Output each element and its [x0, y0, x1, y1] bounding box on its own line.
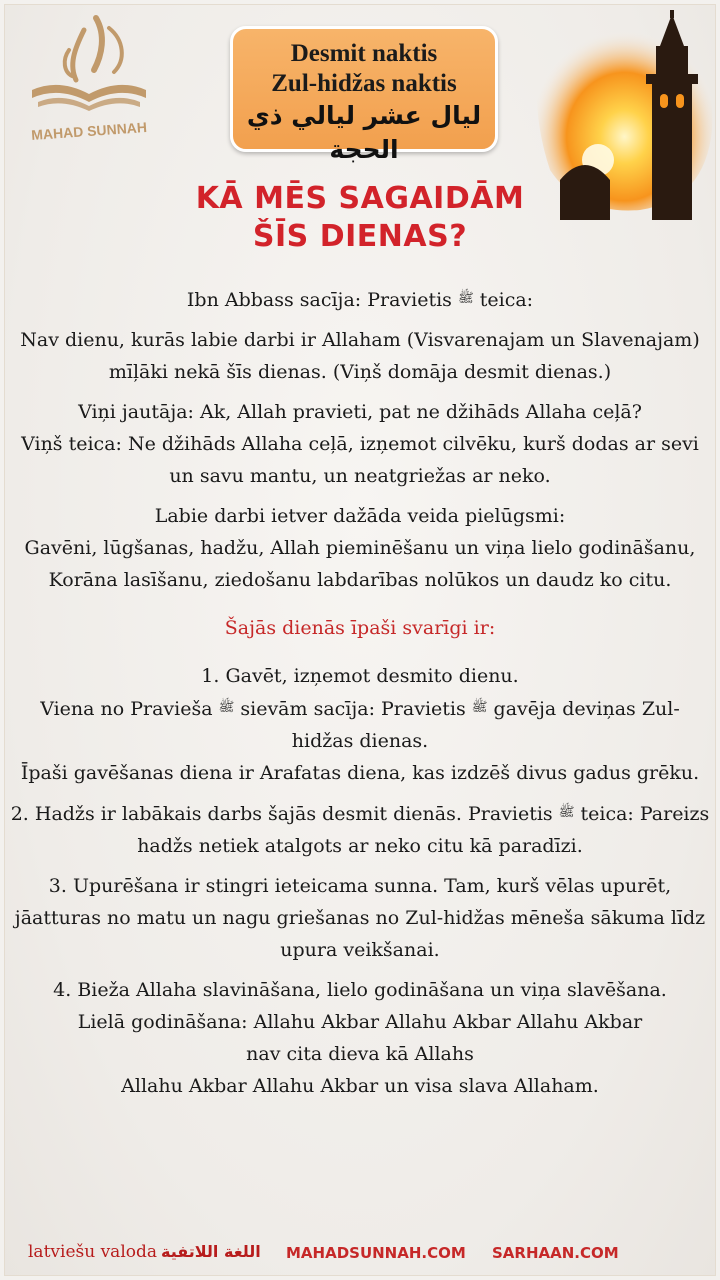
item-3: 3. Upurēšana ir stingri ieteicama sunna. Tam, kurš vēlas upurēt, jāatturas no matu un nagu griešanas no Zul-hidžas mēneša sākuma līdz upura veikšanai. — [14, 875, 706, 961]
title-line-2: Zul-hidžas naktis — [271, 70, 457, 97]
language-label-arabic: اللغة اللاتفية — [161, 1242, 261, 1261]
item-2: 2. Hadžs ir labākais darbs šajās desmit dienās. Pravietis $^ﷺ$ teica: Pareizs hadžs netiek atalgots ar neko citu kā paradīzi. — [10, 803, 710, 857]
title-box — [230, 26, 498, 164]
svg-text:MAHAD SUNNAH: MAHAD SUNNAH — [30, 118, 148, 144]
footer-link-mahadsunnah[interactable]: MAHADSUNNAH.COM — [286, 1244, 466, 1262]
hadith-intro: Ibn Abbass sacīja: Pravietis $^ﷺ$ teica: — [186, 289, 534, 311]
hadith-text: Nav dienu, kurās labie darbi ir Allaham (Visvarenajam un Slavenajam) mīļāki nekā šīs dienas. (Viņš domāja desmit dienas.) — [20, 329, 700, 383]
pbuh-icon: ﷺ — [457, 291, 474, 306]
good-deeds-intro: Labie darbi ietver dažāda veida pielūgsmi: — [154, 505, 566, 527]
item-4-tahlil: nav cita dieva kā Allahs — [246, 1043, 474, 1065]
main-text — [10, 283, 710, 1102]
headline-line-1: KĀ MĒS SAGAIDĀM — [195, 181, 525, 216]
item-4-takbir: Lielā godināšana: Allahu Akbar Allahu Akbar Allahu Akbar — [77, 1011, 643, 1033]
item-1-arafat: Īpaši gavēšanas diena ir Arafatas diena, kas izdzēš divus gadus grēku. — [20, 762, 700, 784]
important-heading: Šajās dienās īpaši svarīgi ir: — [224, 617, 496, 639]
item-1-hadith: Viena no Pravieša $^ﷺ$ sievām sacīja: Pravietis $^ﷺ$ gavēja deviņas Zul-hidžas dienas. — [40, 698, 680, 752]
item-4-tahmid: Allahu Akbar Allahu Akbar un visa slava Allaham. — [121, 1075, 599, 1097]
answer-text: Viņš teica: Ne džihāds Allaha ceļā, izņemot cilvēku, kurš dodas ar sevi un savu mantu, un neatgriežas ar neko. — [21, 433, 699, 487]
language-label: latviešu valoda — [28, 1242, 158, 1262]
title-arabic: ليال عشر ليالي ذي الحجة — [246, 101, 482, 164]
question-text: Viņi jautāja: Ak, Allah pravieti, pat ne džihāds Allaha ceļā? — [78, 401, 642, 423]
mahad-sunnah-logo — [14, 10, 164, 145]
headline — [180, 180, 540, 256]
footer-link-sarhaan[interactable]: SARHAAN.COM — [492, 1244, 619, 1262]
headline-line-2: ŠĪS DIENAS? — [252, 219, 468, 254]
item-1-title: 1. Gavēt, izņemot desmito dienu. — [201, 665, 519, 687]
item-4-title: 4. Bieža Allaha slavināšana, lielo godināšana un viņa slavēšana. — [53, 979, 667, 1001]
sunset-minaret-illustration — [520, 10, 718, 220]
footer-language — [28, 1242, 261, 1262]
title-line-1: Desmit naktis — [290, 40, 438, 67]
good-deeds-list: Gavēni, lūgšanas, hadžu, Allah pieminēšanu un viņa lielo godināšanu, Korāna lasīšanu, ziedošanu labdarības nolūkos un daudz ko citu. — [24, 537, 696, 591]
pbuh-icon: ﷺ — [471, 700, 488, 715]
pbuh-icon: ﷺ — [558, 805, 575, 820]
pbuh-icon: ﷺ — [218, 700, 235, 715]
